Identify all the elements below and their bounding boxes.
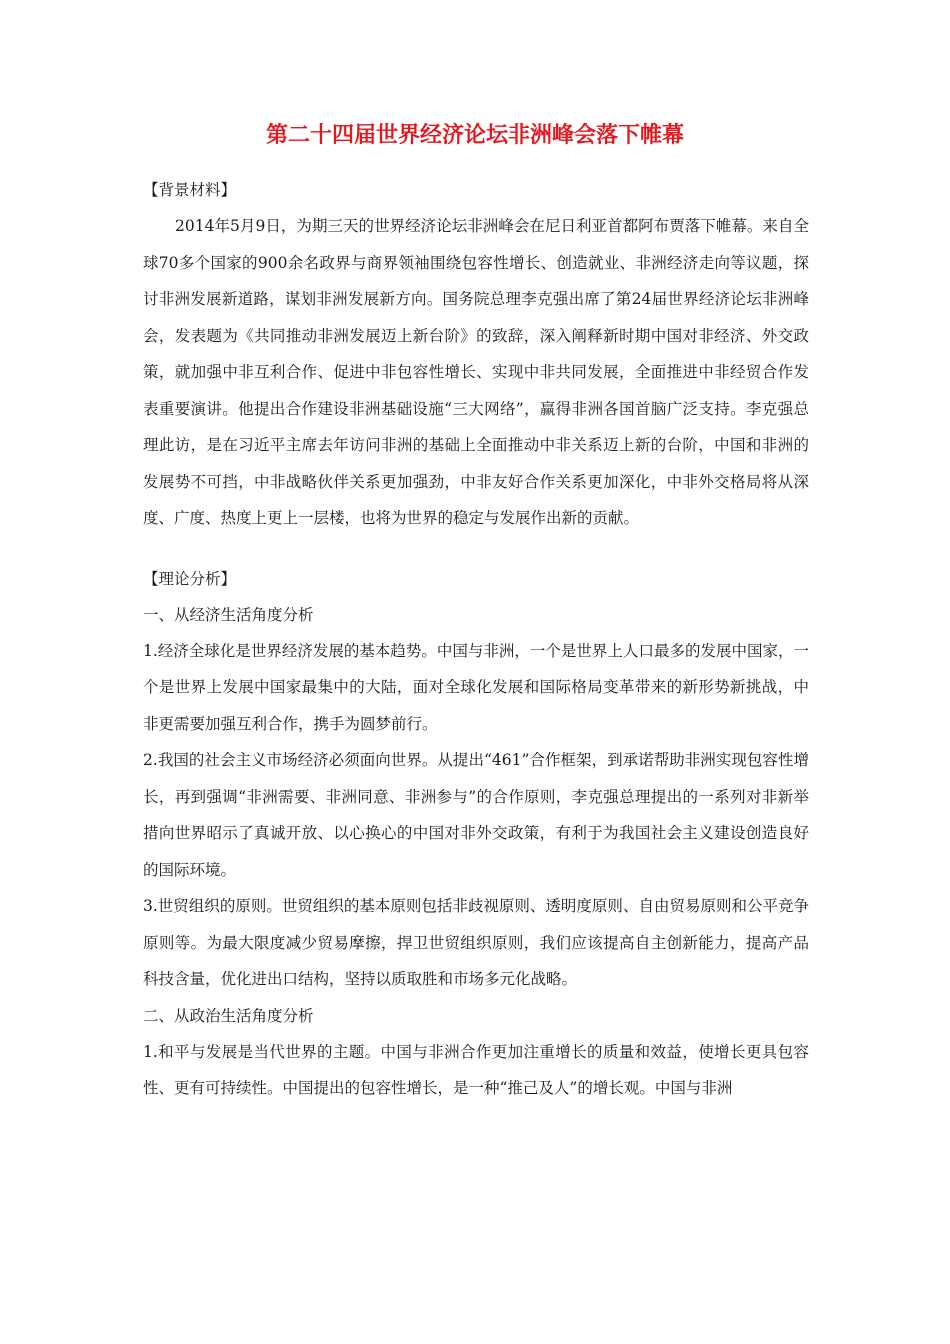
background-paragraph: 2014年5月9日，为期三天的世界经济论坛非洲峰会在尼日利亚首都阿布贾落下帷幕。来自全球70多个国家的900余名政界与商界领袖围绕包容性增长、创造就业、非洲经济走向等议题，探讨非洲发展新道路，谋划非洲发展新方向。国务院总理李克强出席了第24届世界经济论坛非洲峰会，发表题为《共同推动非洲发展迈上新台阶》的致辞，深入阐释新时期中国对非经济、外交政策，就加强中非互利合作、促进中非包容性增长、实现中非共同发展，全面推进中非经贸合作发表重要演讲。他提出合作建设非洲基础设施“三大网络”，赢得非洲各国首脑广泛支持。李克强总理此访，是在习近平主席去年访问非洲的基础上全面推动中非关系迈上新的台阶，中国和非洲的发展势不可挡，中非战略伙伴关系更加强劲，中非友好合作关系更加深化，中非外交格局将从深度、广度、热度上更上一层楼，也将为世界的稳定与发展作出新的贡献。 <box>143 217 809 527</box>
analysis-label: 【理论分析】 <box>143 569 237 588</box>
section-heading-political: 二、从政治生活角度分析 <box>143 1006 314 1025</box>
economic-point-3: 3.世贸组织的原则。世贸组织的基本原则包括非歧视原则、透明度原则、自由贸易原则和公平竞争原则等。为最大限度减少贸易摩擦，捍卫世贸组织原则，我们应该提高自主创新能力，提高产品科技含量，优化进出口结构，坚持以质取胜和市场多元化战略。 <box>143 897 809 988</box>
section-heading-economic: 一、从经济生活角度分析 <box>143 605 314 624</box>
political-point-1: 1.和平与发展是当代世界的主题。中国与非洲合作更加注重增长的质量和效益，使增长更具包容性、更有可持续性。中国提出的包容性增长，是一种“推己及人”的增长观。中国与非洲 <box>143 1042 809 1097</box>
economic-point-1: 1.经济全球化是世界经济发展的基本趋势。中国与非洲，一个是世界上人口最多的发展中国家，一个是世界上发展中国家最集中的大陆，面对全球化发展和国际格局变革带来的新形势新挑战，中非更需要加强互利合作，携手为圆梦前行。 <box>143 641 809 733</box>
economic-point-2: 2.我国的社会主义市场经济必须面向世界。从提出“461”合作框架，到承诺帮助非洲实现包容性增长，再到强调“非洲需要、非洲同意、非洲参与”的合作原则，李克强总理提出的一系列对非新举措向世界昭示了真诚开放、以心换心的中国对非外交政策，有利于为我国社会主义建设创造良好的国际环境。 <box>143 751 809 879</box>
background-label: 【背景材料】 <box>143 181 237 199</box>
document-body <box>143 172 809 1107</box>
section-gap <box>143 537 809 561</box>
page-title: 第二十四届世界经济论坛非洲峰会落下帷幕 <box>265 123 684 148</box>
